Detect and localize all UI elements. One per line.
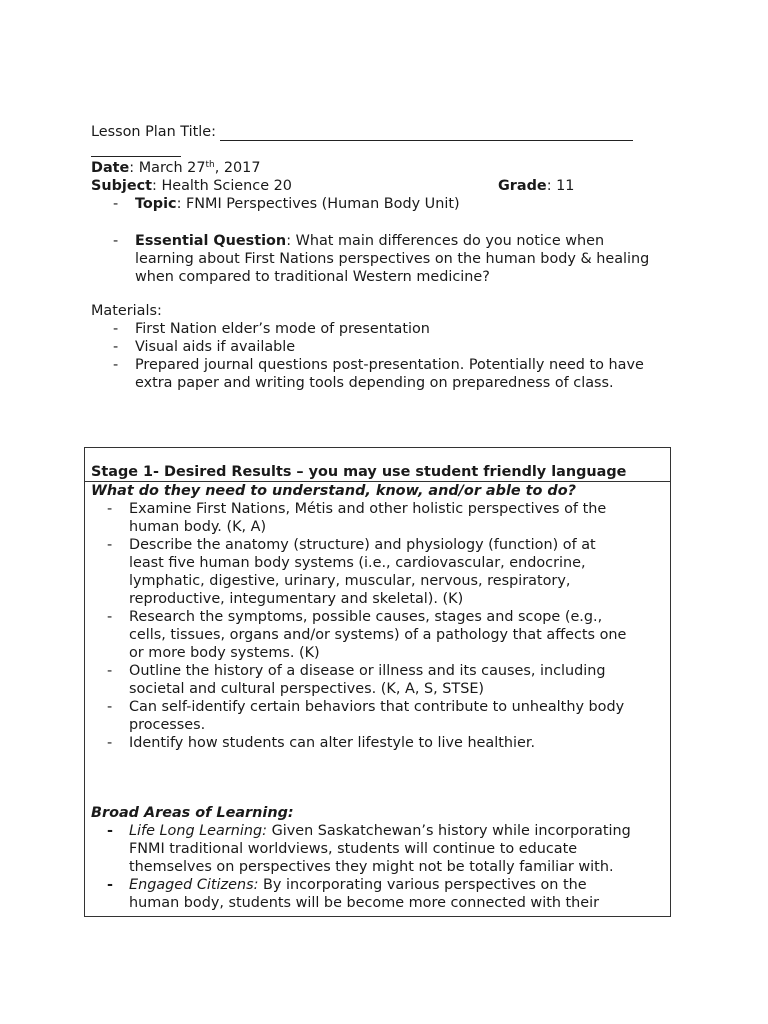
materials-item-text: First Nation elder’s mode of presentation: [135, 321, 430, 337]
dash-bullet: -: [107, 877, 113, 893]
dash-bullet: -: [107, 823, 113, 839]
outcome-text: societal and cultural perspectives. (K, A, S, STSE): [129, 681, 485, 697]
outcome-item: [85, 734, 670, 752]
outcome-text: Examine First Nations, Métis and other holistic perspectives of the: [129, 501, 607, 517]
outcome-text: Outline the history of a disease or illness and its causes, including: [129, 663, 606, 679]
essential-question-item: [91, 232, 649, 286]
stage1-subheading: What do they need to understand, know, and/or able to do?: [91, 483, 576, 499]
materials-item-text: Visual aids if available: [135, 339, 296, 355]
outcome-text: or more body systems. (K): [129, 645, 320, 661]
stage1-outcomes-list: [85, 500, 670, 752]
outcome-text: least five human body systems (i.e., cardiovascular, endocrine,: [129, 555, 586, 571]
materials-item: [91, 338, 644, 356]
dash-bullet: -: [107, 699, 113, 715]
broad-areas-heading: Broad Areas of Learning:: [91, 805, 294, 821]
broad-area-item: [85, 822, 670, 876]
outcome-item: [85, 536, 670, 608]
outcome-item: [85, 500, 670, 536]
dash-bullet: -: [113, 339, 119, 355]
essential-question-text-1: : What main differences do you notice when: [286, 233, 605, 249]
materials-item-text: Prepared journal questions post-presentation. Potentially need to have: [135, 357, 644, 373]
outcome-text: reproductive, integumentary and skeletal). (K): [129, 591, 464, 607]
materials-list: [91, 320, 644, 392]
outcome-text: Can self-identify certain behaviors that contribute to unhealthy body: [129, 699, 625, 715]
dash-bullet: -: [107, 735, 113, 751]
broad-area-text: human body, students will be become more connected with their: [129, 895, 600, 911]
materials-item: [91, 320, 644, 338]
broad-area-text: FNMI traditional worldviews, students will continue to educate: [129, 841, 578, 857]
title-underline-continued: [91, 156, 181, 157]
outcome-text: lymphatic, digestive, urinary, muscular, nervous, respiratory,: [129, 573, 571, 589]
dash-bullet: -: [113, 196, 119, 212]
materials-heading: Materials:: [91, 303, 162, 319]
subject-line: [91, 177, 292, 195]
outcome-text: processes.: [129, 717, 206, 733]
broad-area-text: By incorporating various perspectives on the: [258, 877, 587, 893]
outcome-text: Research the symptoms, possible causes, stages and scope (e.g.,: [129, 609, 603, 625]
essential-question-list: [91, 232, 649, 286]
date-year: , 2017: [214, 160, 261, 176]
dash-bullet: -: [107, 663, 113, 679]
essential-question-text-3: when compared to traditional Western medicine?: [135, 269, 490, 285]
materials-item: [91, 356, 644, 392]
grade-line: [498, 177, 574, 195]
outcome-item: [85, 662, 670, 698]
dash-bullet: -: [113, 321, 119, 337]
dash-bullet: -: [107, 537, 113, 553]
dash-bullet: -: [113, 233, 119, 249]
date-label: Date: [91, 160, 130, 176]
broad-area-item: [85, 876, 670, 912]
stage1-heading: Stage 1- Desired Results – you may use student friendly language: [91, 464, 627, 480]
date-suffix: th: [205, 160, 215, 170]
broad-areas-list: [85, 822, 670, 912]
dash-bullet: -: [107, 609, 113, 625]
outcome-item: [85, 608, 670, 662]
dash-bullet: -: [113, 357, 119, 373]
broad-area-text: themselves on perspectives they might not be totally familiar with.: [129, 859, 614, 875]
grade-value: : 11: [546, 178, 575, 194]
grade-label: Grade: [498, 178, 547, 194]
lesson-plan-title-label: Lesson Plan Title:: [91, 124, 216, 140]
essential-question-label: Essential Question: [135, 233, 287, 249]
topic-value: : FNMI Perspectives (Human Body Unit): [176, 196, 460, 212]
broad-area-text: Given Saskatchewan’s history while incorporating: [267, 823, 631, 839]
outcome-text: human body. (K, A): [129, 519, 267, 535]
outcome-text: cells, tissues, organs and/or systems) of a pathology that affects one: [129, 627, 627, 643]
materials-item-text: extra paper and writing tools depending on preparedness of class.: [135, 375, 614, 391]
outcome-text: Describe the anatomy (structure) and physiology (function) of at: [129, 537, 596, 553]
stage1-body: [85, 482, 670, 912]
subject-label: Subject: [91, 178, 153, 194]
topic-list: [91, 195, 460, 213]
topic-label: Topic: [135, 196, 177, 212]
title-underline: [220, 140, 633, 141]
subject-value: : Health Science 20: [152, 178, 292, 194]
stage1-table: [84, 447, 671, 917]
essential-question-text-2: learning about First Nations perspectives on the human body & healing: [135, 251, 650, 267]
broad-area-term: Life Long Learning:: [129, 823, 267, 839]
outcome-text: Identify how students can alter lifestyle to live healthier.: [129, 735, 536, 751]
topic-item: [91, 195, 460, 213]
broad-area-term: Engaged Citizens:: [129, 877, 259, 893]
date-line: [91, 159, 261, 177]
stage1-header-row: [85, 448, 670, 482]
dash-bullet: -: [107, 501, 113, 517]
date-value: : March 27: [129, 160, 206, 176]
outcome-item: [85, 698, 670, 734]
